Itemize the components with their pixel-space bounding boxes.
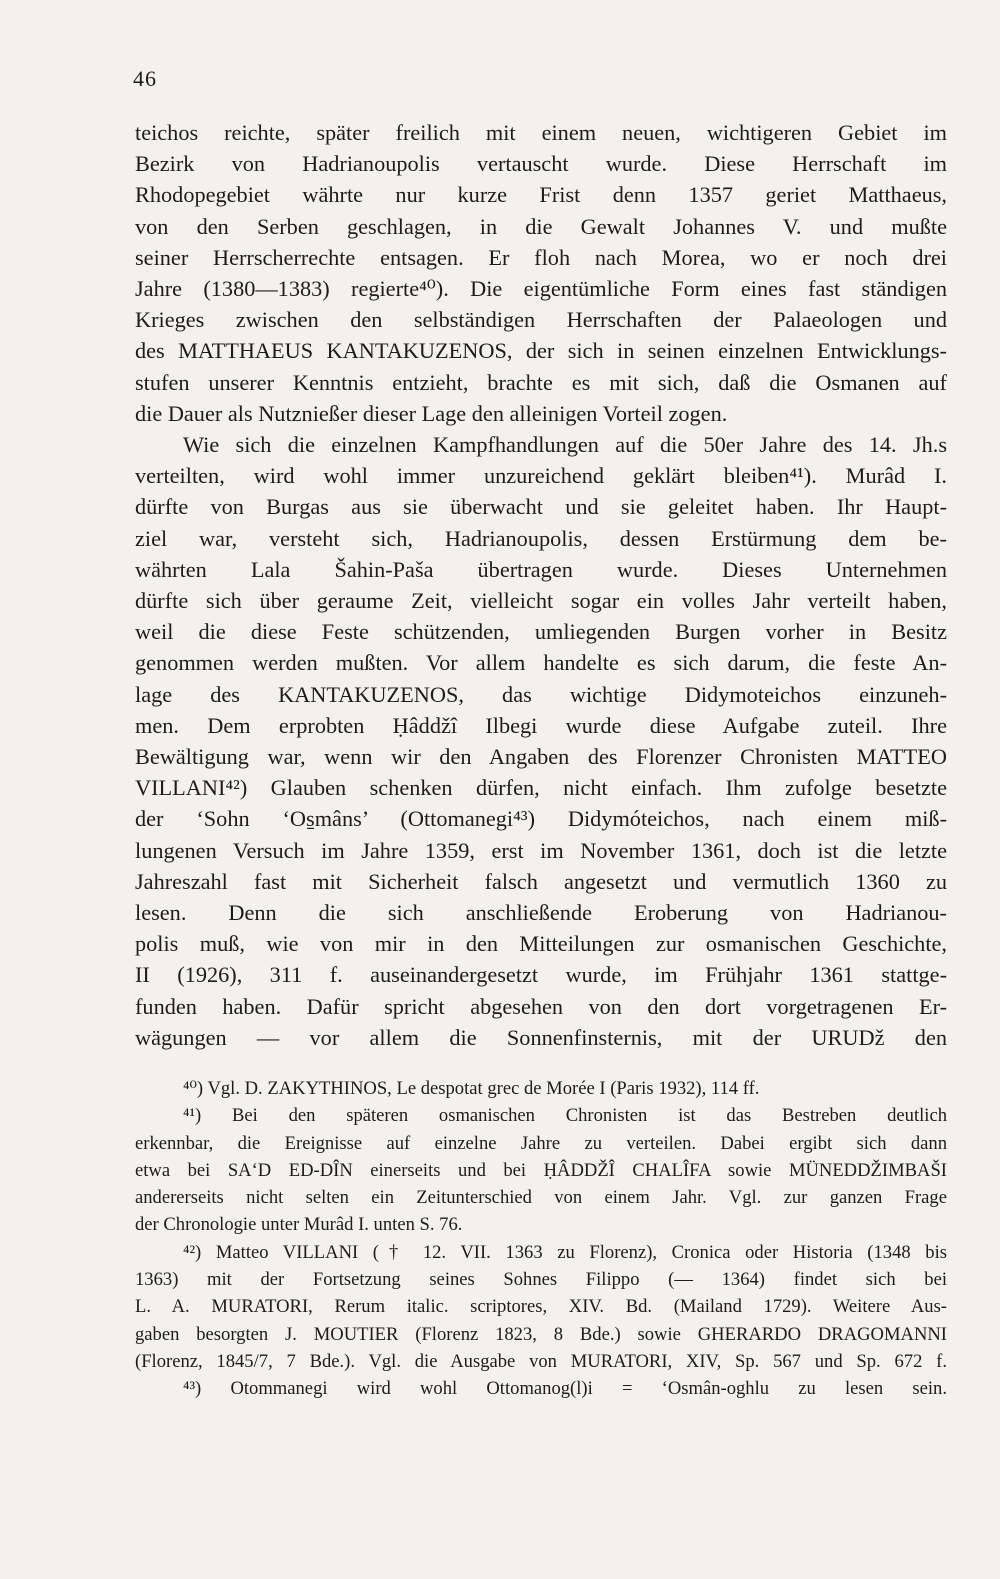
body-line: dürfte von Burgas aus sie überwacht und sie geleitet haben. Ihr Haupt- — [135, 494, 947, 520]
body-line: lesen. Denn die sich anschließende Eroberung von Hadrianou- — [135, 900, 947, 926]
body-line: Jahreszahl fast mit Sicherheit falsch angesetzt und vermutlich 1360 zu — [135, 868, 947, 894]
body-line: Jahre (1380—1383) regierte⁴⁰). Die eigentümliche Form eines fast ständigen — [135, 276, 947, 302]
body-line: lage des KANTAKUZENOS, das wichtige Didymoteichos einzuneh- — [135, 681, 947, 707]
body-line: des MATTHAEUS KANTAKUZENOS, der sich in seinen einzelnen Entwicklungs- — [135, 338, 947, 364]
body-line: wägungen — vor allem die Sonnenfinsternis, mit der URUDž den — [135, 1024, 947, 1050]
body-line: lungenen Versuch im Jahre 1359, erst im November 1361, doch ist die letzte — [135, 837, 947, 863]
footnote-line: ⁴⁰) Vgl. D. ZAKYTHINOS, Le despotat grec de Morée I (Paris 1932), 114 ff. — [183, 1078, 760, 1099]
body-line: ziel war, versteht sich, Hadrianoupolis, dessen Erstürmung dem be- — [135, 525, 947, 551]
body-line: VILLANI⁴²) Glauben schenken dürfen, nicht einfach. Ihm zufolge besetzte — [135, 775, 947, 801]
body-line: genommen werden mußten. Vor allem handelte es sich darum, die feste An- — [135, 650, 947, 676]
footnote-line: andererseits nicht selten ein Zeitunterschied von einem Jahr. Vgl. zur ganzen Frage — [135, 1187, 947, 1209]
body-line: II (1926), 311 f. auseinandergesetzt wurde, im Frühjahr 1361 stattge- — [135, 962, 947, 988]
footnote-line: 1363) mit der Fortsetzung seines Sohnes Filippo (— 1364) findet sich bei — [135, 1269, 947, 1291]
footnote-line: ⁴²) Matteo VILLANI († 12. VII. 1363 zu Florenz), Cronica oder Historia (1348 bis — [183, 1241, 947, 1263]
footnote-line: erkennbar, die Ereignisse auf einzelne Jahre zu verteilen. Dabei ergibt sich dann — [135, 1132, 947, 1154]
body-line: Bewältigung war, wenn wir den Angaben des Florenzer Chronisten MATTEO — [135, 744, 947, 770]
page-number: 46 — [133, 66, 157, 91]
footnote-line: ⁴¹) Bei den späteren osmanischen Chronisten ist das Bestreben deutlich — [183, 1105, 947, 1127]
body-line: teichos reichte, später freilich mit einem neuen, wichtigeren Gebiet im — [135, 120, 947, 145]
body-line: Bezirk von Hadrianoupolis vertauscht wurde. Diese Herrschaft im — [135, 151, 947, 177]
body-line: Rhodopegebiet währte nur kurze Frist denn 1357 geriet Matthaeus, — [135, 182, 947, 208]
body-line: dürfte sich über geraume Zeit, vielleicht sogar ein volles Jahr verteilt haben, — [135, 588, 947, 614]
footnotes — [135, 1075, 947, 1403]
body-line: Wie sich die einzelnen Kampfhandlungen auf die 50er Jahre des 14. Jh.s — [183, 432, 947, 458]
footnote-line: etwa bei SA‘D ED-DÎN einerseits und bei ḤÂDDŽÎ CHALÎFA sowie MÜNEDDŽIMBAŠI — [135, 1159, 947, 1181]
body-line: der ‘Sohn ‘Os̱mâns’ (Ottomanegi⁴³) Didymóteichos, nach einem miß- — [135, 806, 947, 832]
footnote-line: der Chronologie unter Murâd I. unten S. 76. — [135, 1214, 463, 1236]
body-line: funden haben. Dafür spricht abgesehen von den dort vorgetragenen Er- — [135, 993, 947, 1019]
body-line: men. Dem erprobten Ḥâddžî Ilbegi wurde diese Aufgabe zuteil. Ihre — [135, 712, 947, 738]
body-line: seiner Herrscherrechte entsagen. Er floh nach Morea, wo er noch drei — [135, 244, 947, 270]
body-line: weil die diese Feste schützenden, umliegenden Burgen vorher in Besitz — [135, 619, 947, 645]
body-line: währten Lala Šahin-Paša übertragen wurde. Dieses Unternehmen — [135, 556, 947, 582]
footnote-line: (Florenz, 1845/7, 7 Bde.). Vgl. die Ausgabe von MURATORI, XIV, Sp. 567 und Sp. 672 f. — [135, 1350, 947, 1372]
body-line: verteilten, wird wohl immer unzureichend geklärt bleiben⁴¹). Murâd I. — [135, 463, 947, 489]
body-line: stufen unserer Kenntnis entzieht, brachte es mit sich, daß die Osmanen auf — [135, 369, 947, 395]
body-text — [135, 117, 947, 1053]
body-line: von den Serben geschlagen, in die Gewalt Johannes V. und mußte — [135, 213, 947, 239]
body-line: die Dauer als Nutznießer dieser Lage den alleinigen Vorteil zogen. — [135, 400, 728, 426]
footnote-line: ⁴³) Otommanegi wird wohl Ottomanog(l)i = ‘Osmân-oghlu zu lesen sein. — [183, 1378, 947, 1400]
footnote-line: L. A. MURATORI, Rerum italic. scriptores, XIV. Bd. (Mailand 1729). Weitere Aus- — [135, 1296, 947, 1318]
body-line: polis muß, wie von mir in den Mitteilungen zur osmanischen Geschichte, — [135, 931, 947, 957]
body-line: Krieges zwischen den selbständigen Herrschaften der Palaeologen und — [135, 307, 947, 333]
footnote-line: gaben besorgten J. MOUTIER (Florenz 1823, 8 Bde.) sowie GHERARDO DRAGOMANNI — [135, 1323, 947, 1345]
